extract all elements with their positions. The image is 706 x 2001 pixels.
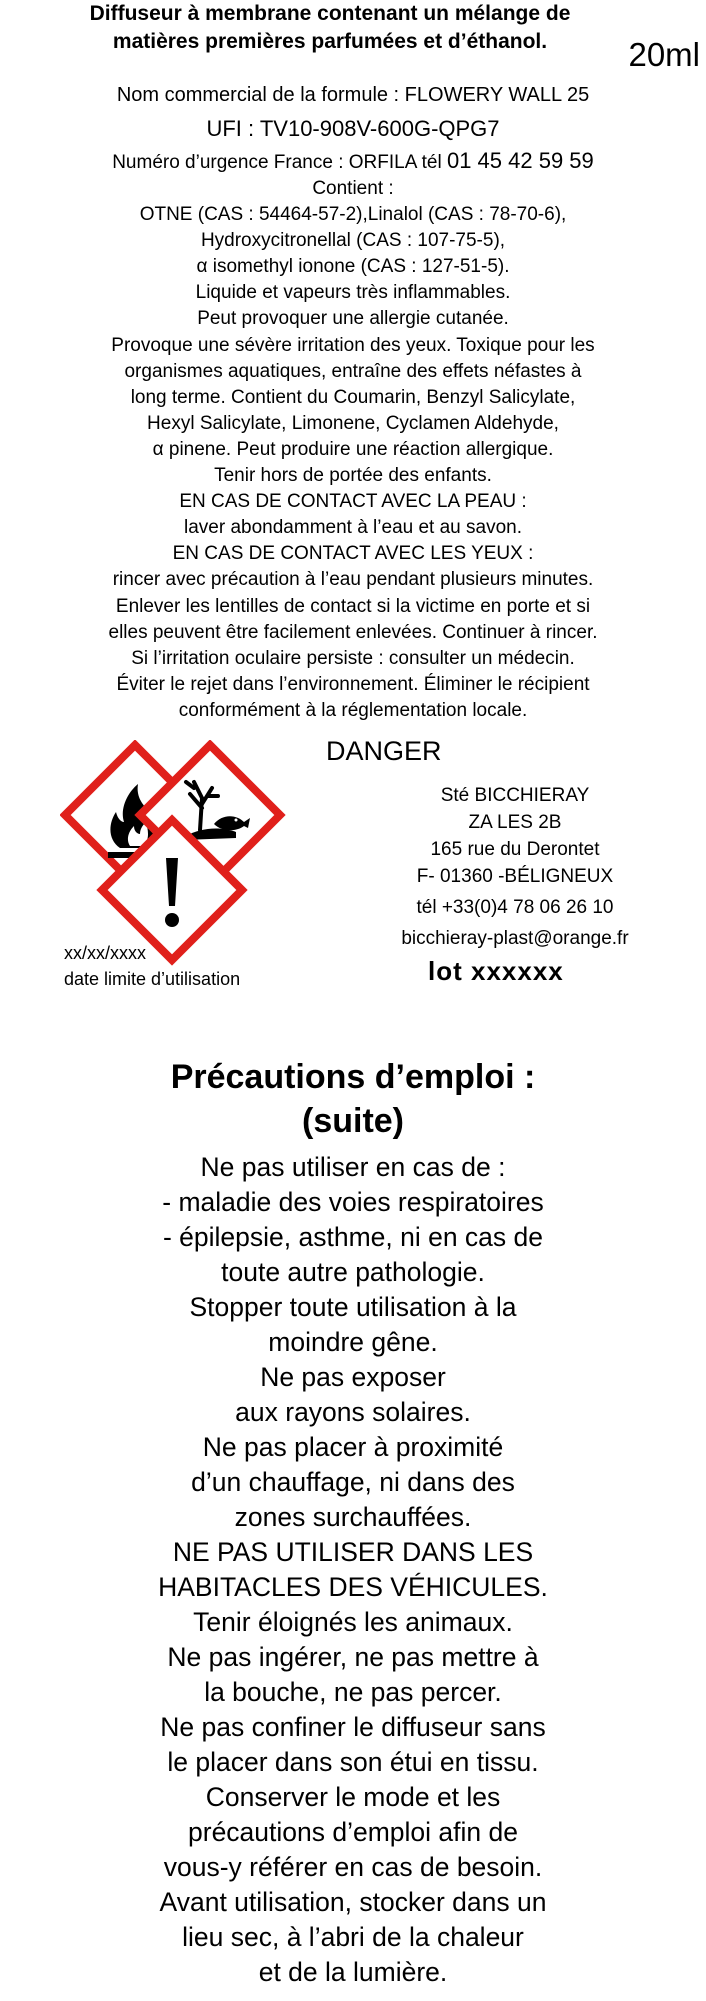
body-line: elles peuvent être facilement enlevées. Continuer à rincer.: [108, 621, 598, 643]
expiry-date: [64, 940, 240, 992]
body-line: Hydroxycitronellal (CAS : 107-75-5),: [200, 230, 506, 252]
company-email: bicchieray-plast@orange.fr: [401, 928, 629, 949]
date-label: date limite d’utilisation: [64, 969, 241, 989]
body-line: Provoque une sévère irritation des yeux. Toxique pour les: [111, 334, 595, 356]
body-line: conformément à la réglementation locale.: [178, 699, 528, 721]
body-line: Contient :: [312, 178, 394, 199]
description-line-1: Diffuseur à membrane contenant un mélange de: [89, 2, 571, 25]
description-line-2: matières premières parfumées et d’éthanol.: [112, 30, 548, 53]
company-line: ZA LES 2B: [468, 812, 562, 833]
body-line: Éviter le rejet dans l’environnement. Éliminer le récipient: [116, 673, 590, 695]
precaution-line: Ne pas utiliser en cas de :: [200, 1152, 506, 1182]
company-line: tél +33(0)4 78 06 26 10: [416, 897, 614, 918]
body-line: Enlever les lentilles de contact si la victime en porte et si: [115, 595, 591, 617]
precaution-line: Avant utilisation, stocker dans un: [159, 1887, 547, 1917]
body-line: α pinene. Peut produire une réaction allergique.: [152, 438, 554, 460]
body-line: rincer avec précaution à l’eau pendant plusieurs minutes.: [112, 569, 594, 591]
body-line: Si l’irritation oculaire persiste : consulter un médecin.: [131, 647, 575, 669]
body-line: Liquide et vapeurs très inflammables.: [195, 282, 511, 304]
company-line: Sté BICCHIERAY: [440, 785, 590, 806]
precaution-line: Ne pas confiner le diffuseur sans: [160, 1712, 546, 1742]
precaution-line: vous-y référer en cas de besoin.: [163, 1852, 543, 1882]
body-line: Peut provoquer une allergie cutanée.: [197, 308, 509, 330]
precaution-line: Ne pas placer à proximité: [202, 1432, 504, 1462]
precaution-line: - épilepsie, asthme, ni en cas de: [162, 1222, 544, 1252]
precaution-line: Ne pas ingérer, ne pas mettre à: [167, 1642, 539, 1672]
company-address: [380, 782, 650, 952]
emergency-line: [0, 148, 706, 176]
body-line: α isomethyl ionone (CAS : 127-51-5).: [196, 256, 510, 278]
body-line: laver abondamment à l’eau et au savon.: [184, 517, 522, 539]
precaution-line: d’un chauffage, ni dans des: [191, 1467, 515, 1497]
safety-text: [0, 176, 706, 724]
precaution-line: aux rayons solaires.: [235, 1397, 471, 1427]
precaution-line: Tenir éloignés les animaux.: [193, 1607, 513, 1637]
precaution-line: et de la lumière.: [258, 1957, 448, 1987]
hazard-pictograms: [60, 740, 360, 970]
date-value: xx/xx/xxxx: [64, 943, 147, 963]
lot-number: lot xxxxxx: [428, 956, 564, 986]
body-line: organismes aquatiques, entraîne des effets néfastes à: [124, 360, 582, 382]
precaution-line: NE PAS UTILISER DANS LES: [172, 1537, 534, 1567]
body-line: OTNE (CAS : 54464-57-2),Linalol (CAS : 78-70-6),: [139, 204, 567, 226]
precautions-title-line-1: Précautions d’emploi :: [170, 1058, 536, 1096]
precaution-line: la bouche, ne pas percer.: [204, 1677, 502, 1707]
precaution-line: - maladie des voies respiratoires: [162, 1187, 544, 1217]
precaution-line: Conserver le mode et les: [205, 1782, 501, 1812]
precaution-line: zones surchauffées.: [234, 1502, 472, 1532]
ufi-code: UFI : TV10-908V-600G-QPG7: [206, 116, 500, 141]
emergency-number: 01 45 42 59 59: [446, 148, 594, 173]
precaution-line: lieu sec, à l’abri de la chaleur: [182, 1922, 524, 1952]
precaution-line: précautions d’emploi afin de: [188, 1817, 518, 1847]
commercial-name: Nom commercial de la formule : FLOWERY WALL 25: [116, 84, 590, 106]
signal-word: DANGER: [326, 736, 442, 766]
precaution-line: toute autre pathologie.: [221, 1257, 485, 1287]
precaution-line: Stopper toute utilisation à la: [189, 1292, 517, 1322]
body-line: EN CAS DE CONTACT AVEC LA PEAU :: [179, 491, 527, 513]
emergency-label: Numéro d’urgence France : ORFILA tél: [112, 152, 442, 173]
precautions-text: [0, 1150, 706, 1990]
company-line: 165 rue du Derontet: [430, 839, 600, 860]
precautions-title-line-2: (suite): [302, 1102, 404, 1140]
precaution-line: le placer dans son étui en tissu.: [167, 1747, 539, 1777]
body-line: Tenir hors de portée des enfants.: [214, 465, 492, 487]
precaution-line: HABITACLES DES VÉHICULES.: [158, 1572, 548, 1602]
company-line: F- 01360 -BÉLIGNEUX: [416, 866, 614, 887]
product-description: [60, 0, 600, 56]
precautions-title: [0, 1055, 706, 1143]
body-line: EN CAS DE CONTACT AVEC LES YEUX :: [172, 543, 534, 565]
precaution-line: moindre gêne.: [268, 1327, 438, 1357]
volume-label: 20ml: [628, 36, 700, 73]
body-line: Hexyl Salicylate, Limonene, Cyclamen Aldehyde,: [147, 412, 559, 434]
body-line: long terme. Contient du Coumarin, Benzyl Salicylate,: [130, 386, 576, 408]
precaution-line: Ne pas exposer: [260, 1362, 446, 1392]
